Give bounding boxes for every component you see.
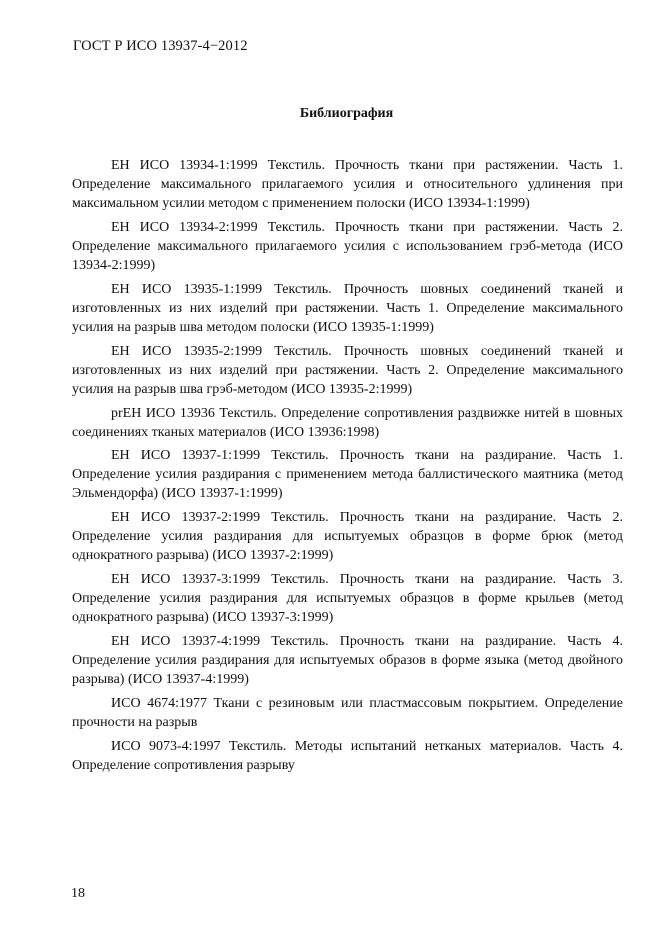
page-number: 18: [71, 886, 85, 901]
bibliography-entry: ЕН ИСО 13937-1:1999 Текстиль. Прочность ткани на раздирание. Часть 1. Определение усилия раздирания с применением метода баллистического маятника (метод Эльмендорфа) (ИСО 13937-1:1999): [72, 448, 623, 502]
bibliography-entry: ЕН ИСО 13934-2:1999 Текстиль. Прочность ткани при растяжении. Часть 2. Определение максимального прилагаемого усилия с использованием грэб-метода (ИСО 13934-2:1999): [72, 219, 623, 274]
page-title: Библиография: [299, 106, 394, 121]
document-standard-code: ГОСТ Р ИСО 13937-4−2012: [73, 38, 248, 54]
bibliography-entry: ИСО 9073-4:1997 Текстиль. Методы испытаний нетканых материалов. Часть 4. Определение сопротивления разрыву: [72, 738, 623, 773]
bibliography-entry: ЕН ИСО 13937-3:1999 Текстиль. Прочность ткани на раздирание. Часть 3. Определение усилия раздирания для испытуемых образцов в форме крыльев (метод однократного разрыва) (ИСО 13937-3:1999): [72, 572, 623, 626]
bibliography-entry: ЕН ИСО 13934-1:1999 Текстиль. Прочность ткани при растяжении. Часть 1. Определение максимального прилагаемого усилия и относительного удлинения при максимальном усилии методом с применением полоски (ИСО 13934-1:1999): [72, 158, 623, 212]
bibliography-entry: prЕН ИСО 13936 Текстиль. Определение сопротивления раздвижке нитей в шовных соединениях тканых материалов (ИСО 13936:1998): [72, 405, 623, 440]
bibliography-entry: ИСО 4674:1977 Ткани с резиновым или пластмассовым покрытием. Определение прочности на разрыв: [72, 695, 623, 730]
bibliography-entry: ЕН ИСО 13935-2:1999 Текстиль. Прочность шовных соединений тканей и изготовленных из них изделий при растяжении. Часть 2. Определение максимального усилия на разрыв шва грэб-методом (ИСО 13935-2:1999): [72, 343, 623, 397]
bibliography-entry: ЕН ИСО 13935-1:1999 Текстиль. Прочность шовных соединений тканей и изготовленных из них изделий при растяжении. Часть 1. Определение максимального усилия на разрыв шва методом полоски (ИСО 13935-1:1999): [72, 281, 623, 335]
bibliography-list: [72, 156, 623, 779]
bibliography-entry: ЕН ИСО 13937-2:1999 Текстиль. Прочность ткани на раздирание. Часть 2. Определение усилия раздирания для испытуемых образцов в форме брюк (метод однократного разрыва) (ИСО 13937-2:1999): [72, 510, 623, 564]
bibliography-entry: ЕН ИСО 13937-4:1999 Текстиль. Прочность ткани на раздирание. Часть 4. Определение усилия раздирания для испытуемых образов в форме языка (метод двойного разрыва) (ИСО 13937-4:1999): [72, 633, 623, 688]
